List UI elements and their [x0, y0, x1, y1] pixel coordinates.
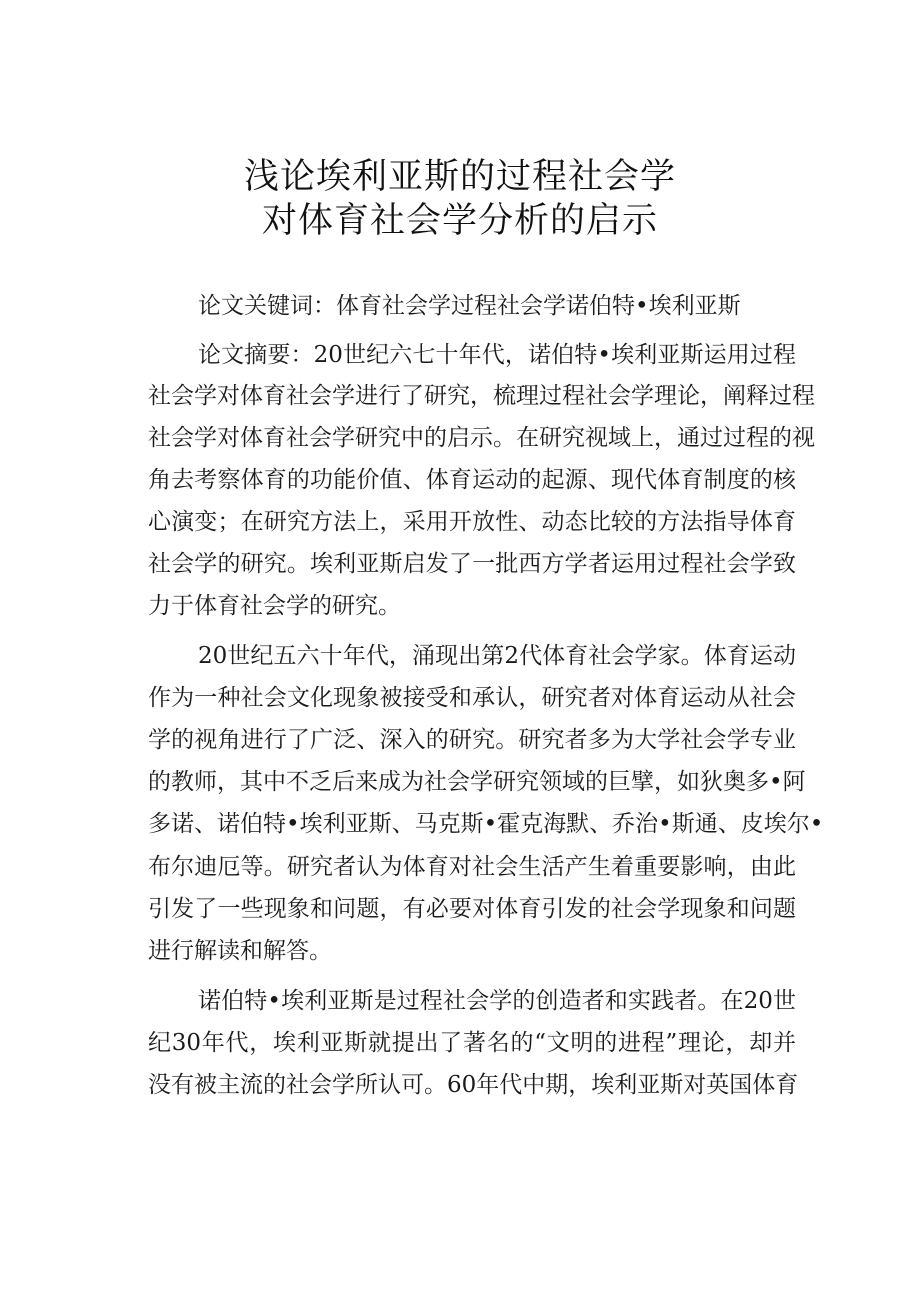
paragraph1-line-7: 引发了一些现象和问题，有必要对体育引发的社会学现象和问题	[148, 896, 796, 922]
paragraph1-line-4: 的教师，其中不乏后来成为社会学研究领域的巨擘，如狄奥多•阿	[148, 769, 806, 795]
paragraph1-line-8: 进行解读和解答。	[148, 938, 332, 964]
paragraph2-line-3: 没有被主流的社会学所认可。60年代中期，埃利亚斯对英国体育	[148, 1072, 799, 1098]
document-title-line-2: 对体育社会学分析的启示	[261, 201, 658, 241]
abstract-line-1: 论文摘要：20世纪六七十年代，诺伯特•埃利亚斯运用过程	[198, 342, 796, 368]
abstract-line-3: 社会学对体育社会学研究中的启示。在研究视域上，通过过程的视	[148, 425, 815, 451]
paragraph1-line-2: 作为一种社会文化现象被接受和承认，研究者对体育运动从社会	[148, 685, 796, 711]
abstract-line-5: 心演变；在研究方法上，采用开放性、动态比较的方法指导体育	[148, 509, 796, 535]
abstract-line-7: 力于体育社会学的研究。	[148, 593, 401, 619]
paragraph1-line-1: 20世纪五六十年代，涌现出第2代体育社会学家。体育运动	[198, 643, 796, 669]
paragraph1-line-6: 布尔迪厄等。研究者认为体育对社会生活产生着重要影响，由此	[148, 854, 796, 880]
paragraph2-line-1: 诺伯特•埃利亚斯是过程社会学的创造者和实践者。在20世	[198, 988, 796, 1014]
paragraph2-line-2: 纪30年代，埃利亚斯就提出了著名的“文明的进程”理论，却并	[148, 1030, 796, 1056]
keywords-line: 论文关键词：体育社会学过程社会学诺伯特•埃利亚斯	[198, 293, 741, 319]
paragraph1-line-3: 学的视角进行了广泛、深入的研究。研究者多为大学社会学专业	[148, 727, 796, 753]
abstract-line-6: 社会学的研究。埃利亚斯启发了一批西方学者运用过程社会学致	[148, 551, 796, 577]
abstract-line-2: 社会学对体育社会学进行了研究，梳理过程社会学理论，阐释过程	[148, 383, 815, 409]
document-title-line-1: 浅论埃利亚斯的过程社会学	[243, 157, 676, 197]
abstract-line-4: 角去考察体育的功能价值、体育运动的起源、现代体育制度的核	[148, 467, 796, 493]
paragraph1-line-5: 多诺、诺伯特•埃利亚斯、马克斯•霍克海默、乔治•斯通、皮埃尔•	[148, 811, 824, 837]
